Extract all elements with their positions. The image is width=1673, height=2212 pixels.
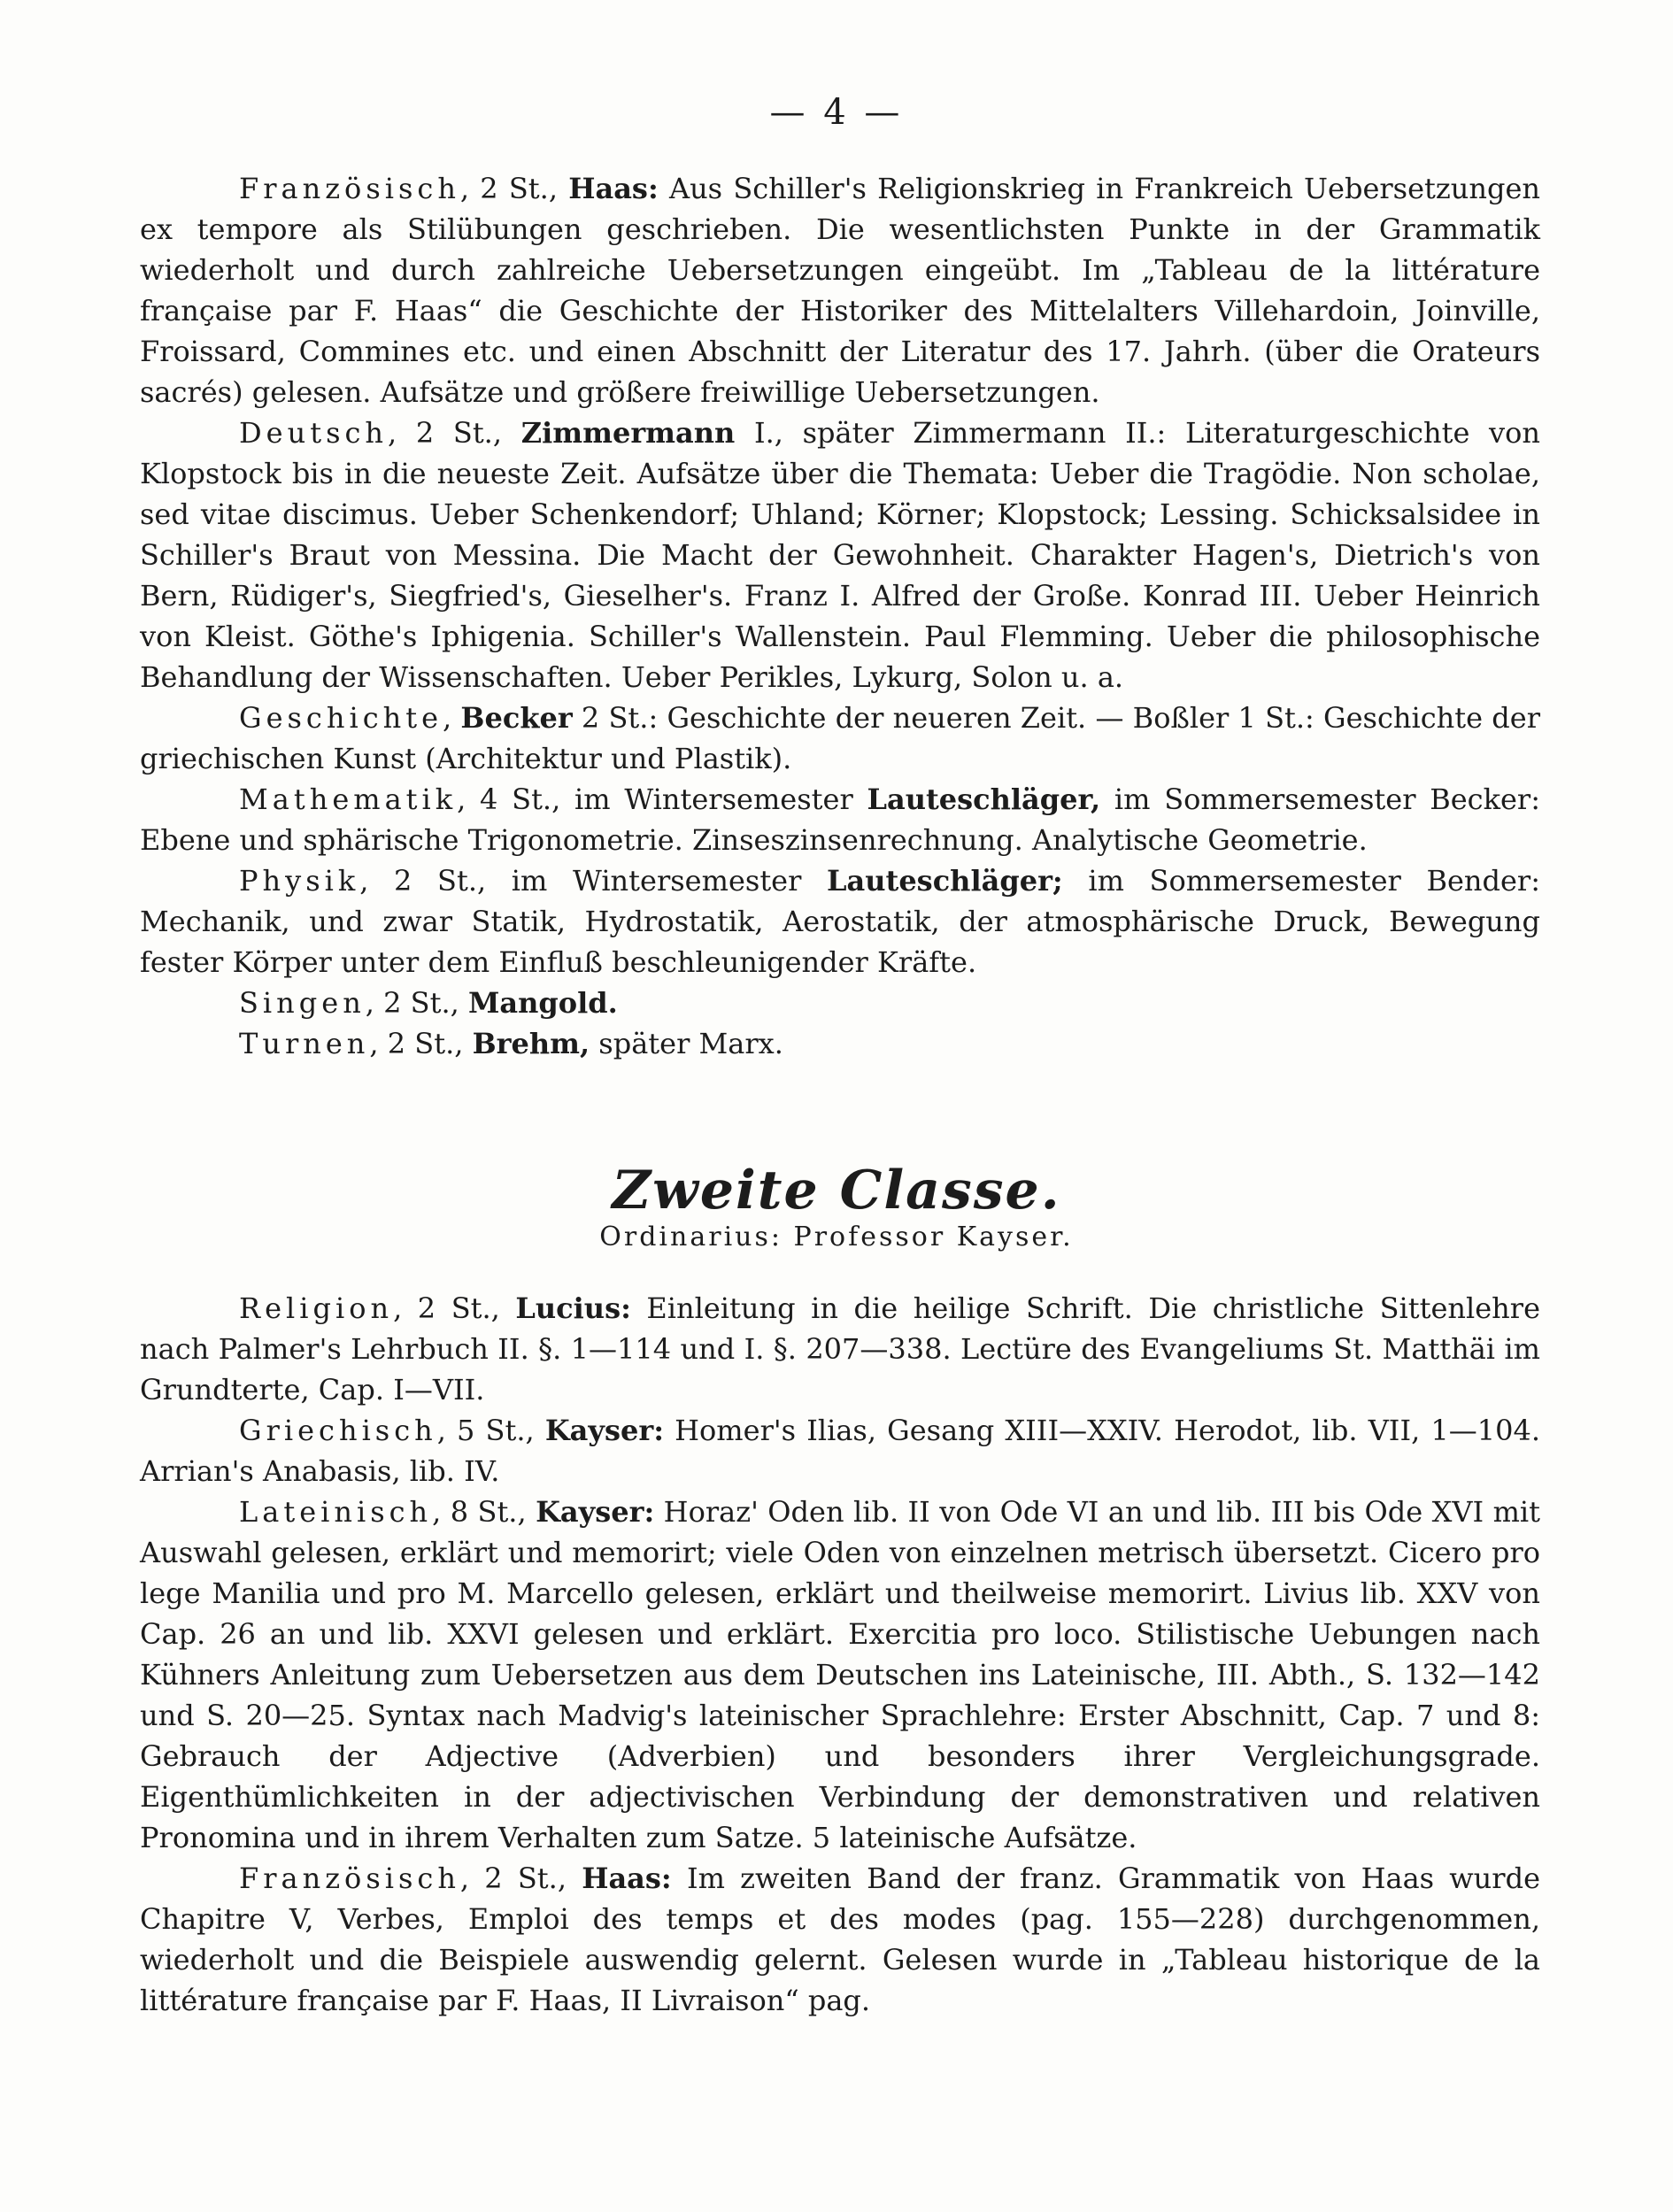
subject-name: Turnen <box>239 1027 370 1060</box>
entry-physik <box>140 860 1540 983</box>
subject-name: Geschichte <box>239 701 443 735</box>
entry-text: später Marx. <box>590 1027 783 1060</box>
entry-deutsch <box>140 412 1540 698</box>
entry-singen <box>140 983 1540 1023</box>
entry-text: Aus Schiller's Religionskrieg in Frankreich Uebersetzungen ex tempore als Stilübungen geschrieben. Die wesentlichsten Punkte in der Grammatik wiederholt und durch zahlreiche Uebersetzungen eingeübt. Im „Tableau de la littérature française par F. Haas“ die Geschichte der Historiker des Mittelalters Villehardoin, Joinville, Froissard, Commines etc. und einen Abschnitt der Literatur des 17. Jahrh. (über die Orateurs sacrés) gelesen. Aufsätze und größere freiwillige Uebersetzungen. <box>140 172 1541 409</box>
entry-text: Horaz' Oden lib. II von Ode VI an und lib. III bis Ode XVI mit Auswahl gelesen, erklärt und memorirt; viele Oden von einzelnen metrisch übersetzt. Cicero pro lege Manilia und pro M. Marcello gelesen, erklärt und theilweise memorirt. Livius lib. XXV von Cap. 26 an und lib. XXVI gelesen und erklärt. Exercitia pro loco. Stilistische Uebungen nach Kühners Anleitung zum Uebersetzen aus dem Deutschen ins Lateinische, III. Abth., S. 132—142 und S. 20—25. Syntax nach Madvig's lateinischer Sprachlehre: Erster Abschnitt, Cap. 7 und 8: Gebrauch der Adjective (Adverbien) und besonders ihrer Vergleichungsgrade. Eigenthümlichkeiten in der adjectivischen Verbindung der demonstrativen und relativen Pronomina und in ihrem Verhalten zum Satze. 5 lateinische Aufsätze. <box>140 1495 1541 1854</box>
entry-hours: , 2 St., im Wintersemester <box>359 864 828 898</box>
entry-franzoesisch <box>140 168 1540 412</box>
entry-text: Homer's Ilias, Gesang XIII—XXIV. Herodot, lib. VII, 1—104. Arrian's Anabasis, lib. IV. <box>140 1414 1541 1488</box>
subject-name: Religion <box>239 1291 394 1325</box>
teacher-name: Lauteschläger; <box>827 864 1063 898</box>
teacher-name: Becker <box>460 701 573 735</box>
entry-text: Im zweiten Band der franz. Grammatik von Haas wurde Chapitre V, Verbes, Emploi des temps et des modes (pag. 155—228) durchgenommen, wiederholt und die Beispiele auswendig gelernt. Gelesen wurde in „Tableau historique de la littérature française par F. Haas, II Livraison“ pag. <box>140 1861 1541 2017</box>
teacher-name: Kayser: <box>536 1495 655 1529</box>
teacher-name: Haas: <box>568 172 659 205</box>
entry-hours: , 2 St., <box>393 1291 516 1325</box>
subject-name: Singen <box>239 986 366 1020</box>
entry-hours: , <box>443 701 461 735</box>
subject-name: Deutsch <box>239 416 389 450</box>
subject-name: Mathematik <box>239 782 458 816</box>
subject-name: Französisch <box>239 172 460 205</box>
entry-hours: , 4 St., im Wintersemester <box>457 782 867 816</box>
teacher-name: Mangold. <box>467 986 618 1020</box>
entry-hours: , 2 St., <box>388 416 521 450</box>
entry-mathematik <box>140 779 1540 860</box>
teacher-name: Lauteschläger, <box>867 782 1101 816</box>
teacher-name: Haas: <box>582 1861 672 1895</box>
entry-franzoesisch-2 <box>140 1858 1540 2021</box>
teacher-name: Brehm, <box>472 1027 590 1060</box>
entry-text: 2 St.: Geschichte der neueren Zeit. — Boßler 1 St.: Geschichte der griechischen Kunst (Architektur und Plastik). <box>140 701 1541 775</box>
teacher-name: Lucius: <box>515 1291 631 1325</box>
section-subheading: Ordinarius: Professor Kayser. <box>599 1222 1074 1252</box>
entry-text: im Sommersemester Becker: Ebene und sphärische Trigonometrie. Zinseszinsenrechnung. Analytische Geometrie. <box>140 782 1541 857</box>
entry-text: Einleitung in die heilige Schrift. Die christliche Sittenlehre nach Palmer's Lehrbuch II. §. 1—114 und I. §. 207—338. Lectüre des Evangeliums St. Matthäi im Grundterte, Cap. I—VII. <box>140 1291 1541 1407</box>
entry-hours: , 2 St., <box>459 1861 582 1895</box>
entry-hours: , 2 St., <box>369 1027 473 1060</box>
entry-lateinisch <box>140 1491 1540 1858</box>
entry-griechisch <box>140 1410 1540 1491</box>
section-heading: Zweite Classe. <box>612 1160 1061 1222</box>
entry-text: im Sommersemester Bender: Mechanik, und zwar Statik, Hydrostatik, Aerostatik, der atmosphärische Druck, Bewegung fester Körper unter dem Einfluß beschleunigender Kräfte. <box>140 864 1541 979</box>
entry-turnen <box>140 1023 1540 1064</box>
teacher-name: Zimmermann <box>520 416 736 450</box>
subject-name: Französisch <box>239 1861 460 1895</box>
subject-name: Physik <box>239 864 360 898</box>
entry-hours: , 8 St., <box>432 1495 536 1529</box>
subject-name: Griechisch <box>239 1414 437 1447</box>
entry-geschichte <box>140 698 1540 779</box>
entry-hours: , 5 St., <box>436 1414 545 1447</box>
second-class-curriculum <box>140 1288 1540 2021</box>
entry-hours: , 2 St., <box>459 172 569 205</box>
subject-name: Lateinisch <box>239 1495 433 1529</box>
entry-hours: , 2 St., <box>365 986 468 1020</box>
teacher-name: Kayser: <box>544 1414 664 1447</box>
upper-class-curriculum <box>140 168 1540 1064</box>
entry-religion <box>140 1288 1540 1410</box>
entry-text: I., später Zimmermann II.: Literaturgeschichte von Klopstock bis in die neueste Zeit. Aufsätze über die Themata: Ueber die Tragödie. Non scholae, sed vitae discimus. Ueber Schenkendorf; Uhland; Körner; Klopstock; Lessing. Schicksalsidee in Schiller's Braut von Messina. Die Macht der Gewohnheit. Charakter Hagen's, Dietrich's von Bern, Rüdiger's, Siegfried's, Gieselher's. Franz I. Alfred der Große. Konrad III. Ueber Heinrich von Kleist. Göthe's Iphigenia. Schiller's Wallenstein. Paul Flemming. Ueber die philosophische Behandlung der Wissenschaften. Ueber Perikles, Lykurg, Solon u. a. <box>140 416 1541 694</box>
page-number: — 4 — <box>769 92 904 133</box>
